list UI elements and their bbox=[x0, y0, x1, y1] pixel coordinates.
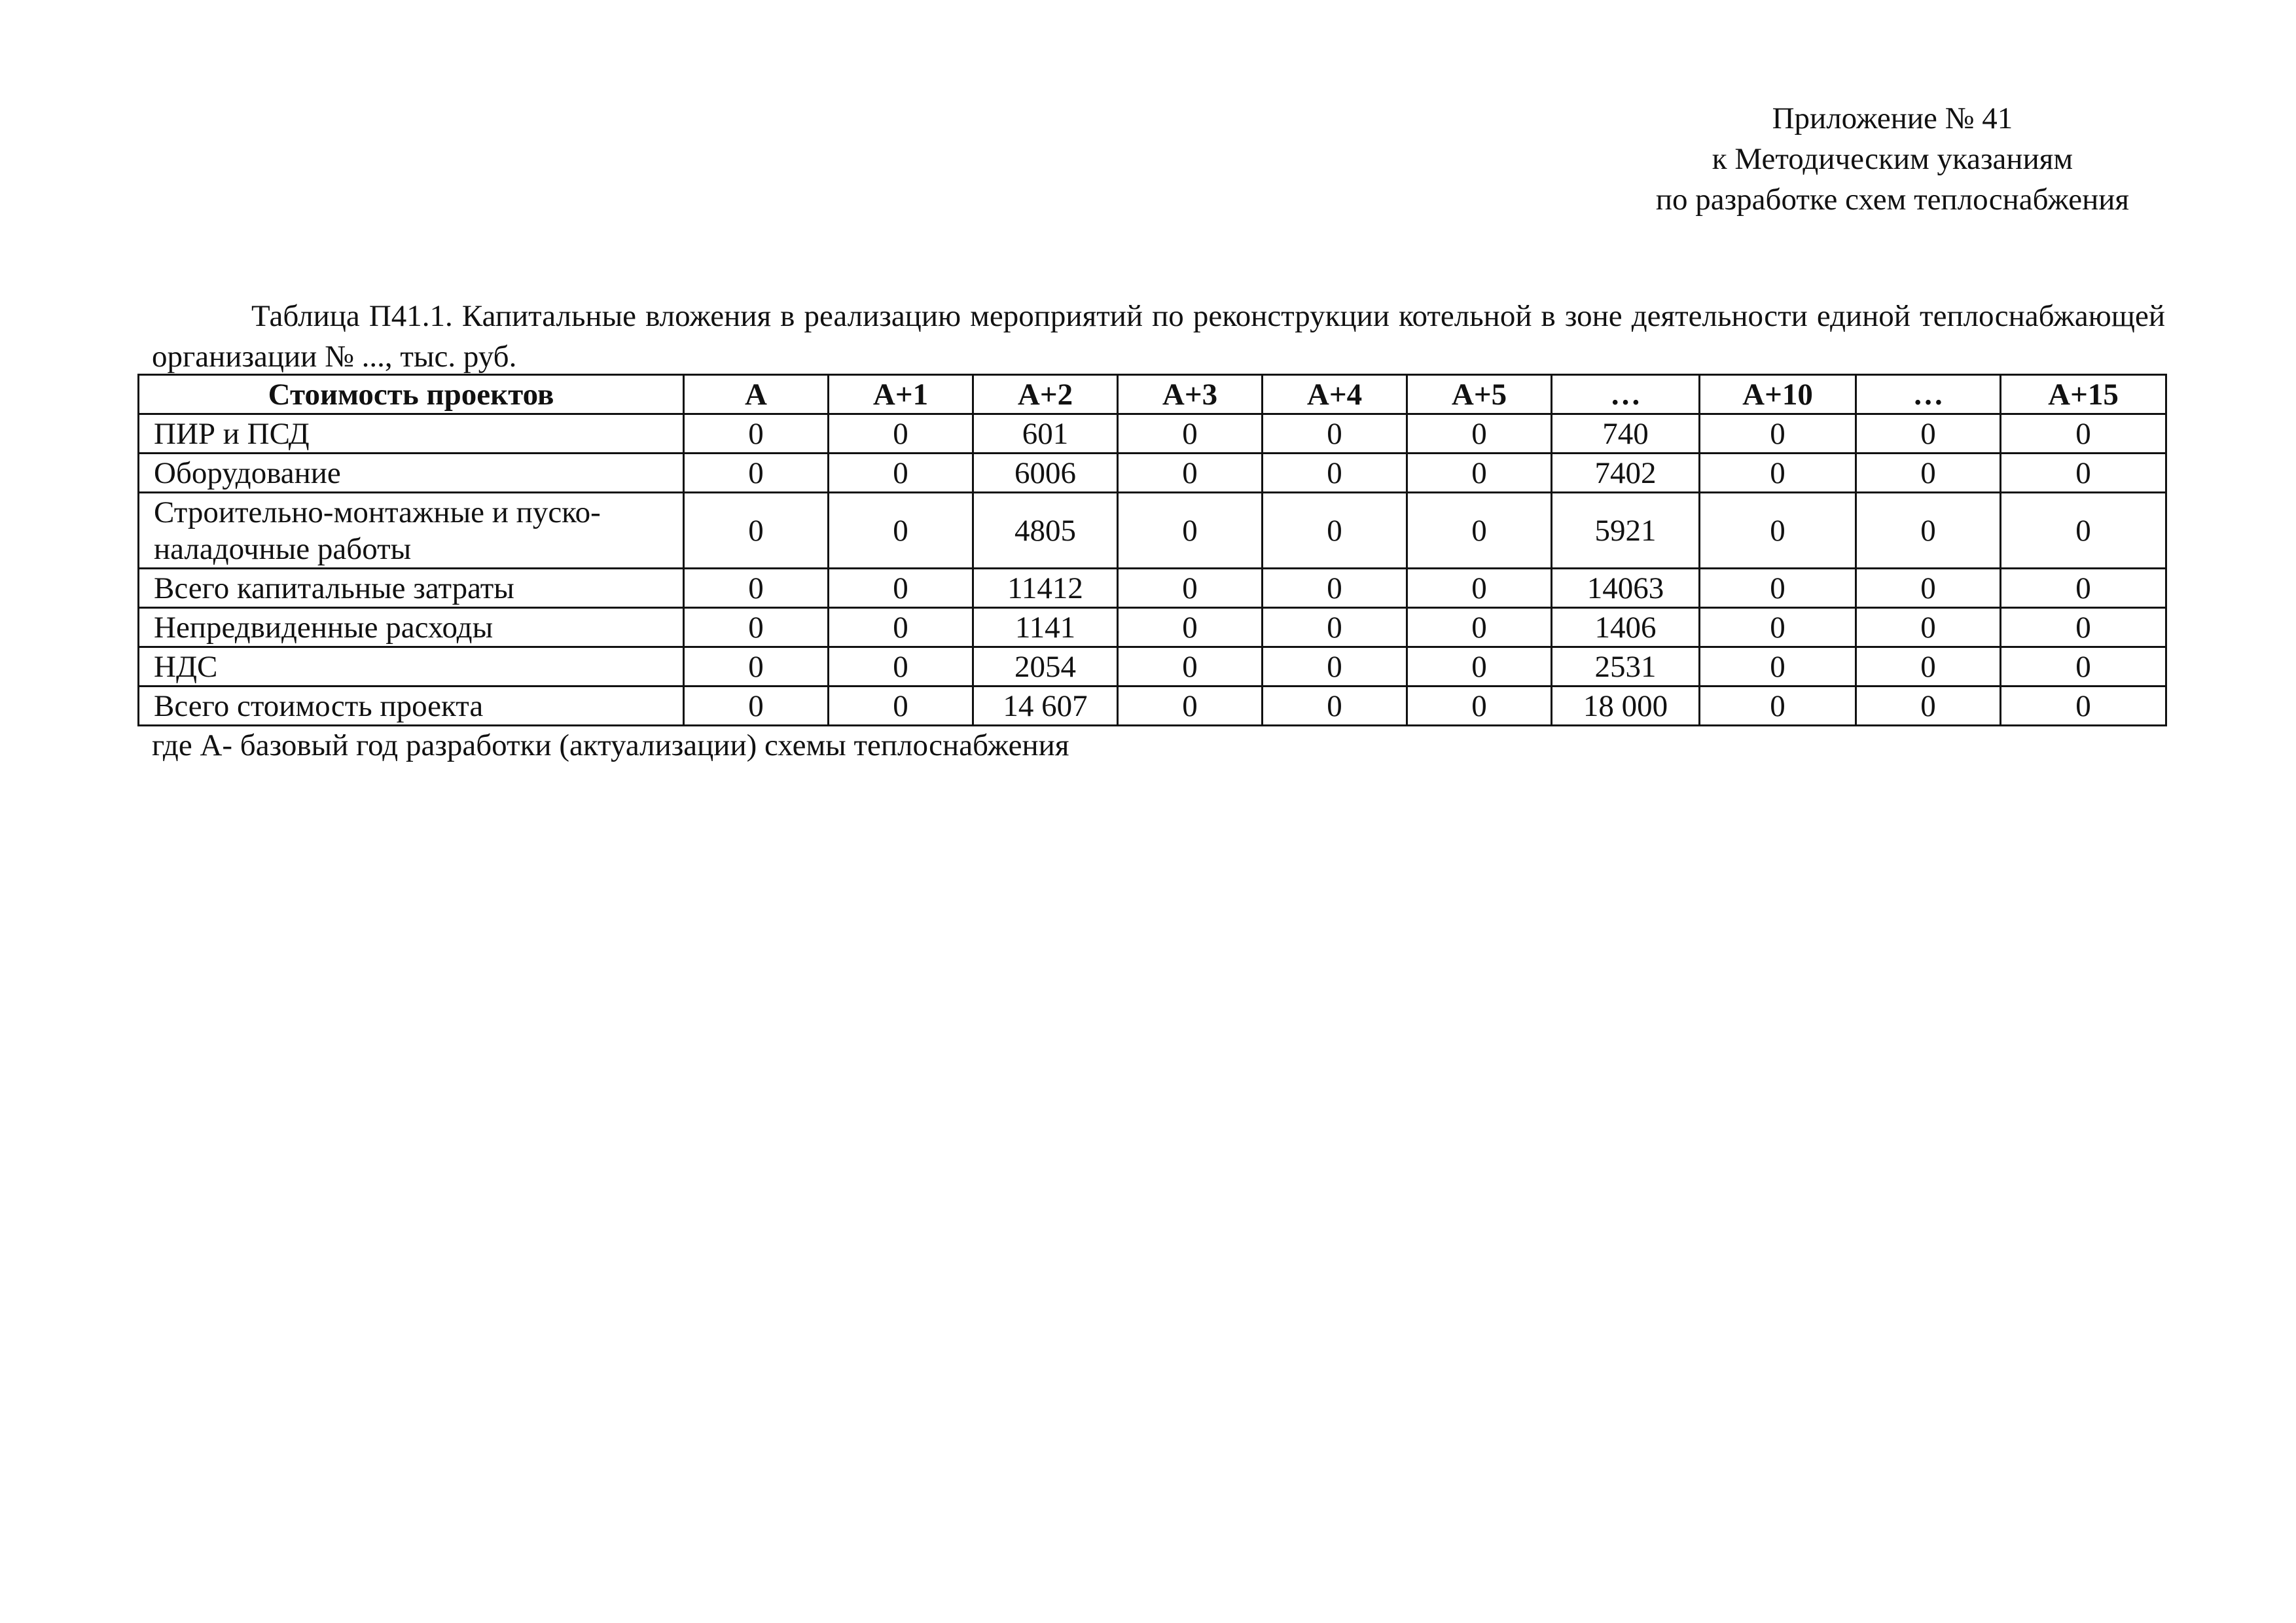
table-cell: 0 bbox=[1118, 687, 1263, 726]
table-cell: 0 bbox=[1856, 454, 2001, 493]
table-cell: 0 bbox=[1407, 608, 1552, 647]
header-year-a: А bbox=[684, 375, 829, 414]
table-footnote: где А- базовый год разработки (актуализации) схемы теплоснабжения bbox=[152, 728, 1069, 762]
table-row bbox=[139, 493, 2166, 569]
table-cell: 0 bbox=[1407, 493, 1552, 569]
table-cell: 0 bbox=[1856, 569, 2001, 608]
table-row bbox=[139, 608, 2166, 647]
table-cell: 0 bbox=[684, 414, 829, 454]
table-cell: 0 bbox=[2001, 687, 2166, 726]
table-cell: 0 bbox=[2001, 647, 2166, 687]
table-cell: 0 bbox=[1118, 608, 1263, 647]
appendix-subject: по разработке схем теплоснабжения bbox=[1655, 183, 2129, 217]
table-cell: 1141 bbox=[973, 608, 1118, 647]
table-cell: 0 bbox=[1700, 647, 1856, 687]
table-cell: 1406 bbox=[1552, 608, 1700, 647]
table-cell: 0 bbox=[829, 687, 973, 726]
table-cell: 601 bbox=[973, 414, 1118, 454]
table-cell: 740 bbox=[1552, 414, 1700, 454]
table-cell: 11412 bbox=[973, 569, 1118, 608]
table-cell: 0 bbox=[684, 608, 829, 647]
appendix-number: Приложение № 41 bbox=[1772, 101, 2013, 135]
table-cell: 2531 bbox=[1552, 647, 1700, 687]
table-row bbox=[139, 647, 2166, 687]
table-cell: 0 bbox=[1700, 414, 1856, 454]
table-cell: 0 bbox=[684, 569, 829, 608]
table-cell: 0 bbox=[829, 647, 973, 687]
table-row bbox=[139, 687, 2166, 726]
row-label: Всего капитальные затраты bbox=[139, 569, 684, 608]
capital-costs-table bbox=[137, 374, 2167, 726]
table-cell: 4805 bbox=[973, 493, 1118, 569]
table-row bbox=[139, 454, 2166, 493]
table-cell: 0 bbox=[1700, 493, 1856, 569]
table-cell: 0 bbox=[1118, 647, 1263, 687]
appendix-header bbox=[1656, 98, 2129, 220]
table-row bbox=[139, 414, 2166, 454]
table-cell: 0 bbox=[1407, 569, 1552, 608]
row-label: НДС bbox=[139, 647, 684, 687]
table-cell: 0 bbox=[2001, 454, 2166, 493]
table-cell: 0 bbox=[1118, 454, 1263, 493]
header-year-a15: А+15 bbox=[2001, 375, 2166, 414]
header-year-a5: А+5 bbox=[1407, 375, 1552, 414]
table-cell: 0 bbox=[829, 414, 973, 454]
table-cell: 0 bbox=[1118, 569, 1263, 608]
table-cell: 0 bbox=[1118, 493, 1263, 569]
table-cell: 0 bbox=[2001, 493, 2166, 569]
table-cell: 0 bbox=[1263, 569, 1407, 608]
header-project-cost: Стоимость проектов bbox=[139, 375, 684, 414]
table-cell: 7402 bbox=[1552, 454, 1700, 493]
header-year-a2: А+2 bbox=[973, 375, 1118, 414]
table-cell: 14063 bbox=[1552, 569, 1700, 608]
table-cell: 0 bbox=[1856, 647, 2001, 687]
row-label: ПИР и ПСД bbox=[139, 414, 684, 454]
table-cell: 0 bbox=[684, 454, 829, 493]
header-ellipsis-2: … bbox=[1856, 375, 2001, 414]
table-cell: 0 bbox=[1700, 608, 1856, 647]
table-cell: 0 bbox=[2001, 608, 2166, 647]
header-year-a4: А+4 bbox=[1263, 375, 1407, 414]
row-label: Всего стоимость проекта bbox=[139, 687, 684, 726]
row-label: Строительно-монтажные и пуско-наладочные работы bbox=[139, 493, 684, 569]
table-caption: Таблица П41.1. Капитальные вложения в реализацию мероприятий по реконструкции котельной в зоне деятельности единой теплоснабжающей организации № ..., тыс. руб. bbox=[152, 299, 2165, 374]
table-cell: 0 bbox=[1407, 687, 1552, 726]
table-cell: 0 bbox=[1407, 647, 1552, 687]
table-cell: 0 bbox=[1263, 647, 1407, 687]
table-cell: 0 bbox=[1118, 414, 1263, 454]
row-label: Непредвиденные расходы bbox=[139, 608, 684, 647]
table-cell: 0 bbox=[1856, 608, 2001, 647]
table-cell: 0 bbox=[829, 608, 973, 647]
table-cell: 0 bbox=[1856, 414, 2001, 454]
table-cell: 18 000 bbox=[1552, 687, 1700, 726]
table-cell: 0 bbox=[829, 454, 973, 493]
table-cell: 0 bbox=[1856, 493, 2001, 569]
table-cell: 0 bbox=[1856, 687, 2001, 726]
header-year-a1: А+1 bbox=[829, 375, 973, 414]
table-cell: 14 607 bbox=[973, 687, 1118, 726]
header-year-a10: А+10 bbox=[1700, 375, 1856, 414]
table-cell: 6006 bbox=[973, 454, 1118, 493]
table-cell: 0 bbox=[684, 493, 829, 569]
table-cell: 0 bbox=[1407, 454, 1552, 493]
table-cell: 0 bbox=[1263, 493, 1407, 569]
header-ellipsis-1: … bbox=[1552, 375, 1700, 414]
table-cell: 2054 bbox=[973, 647, 1118, 687]
table-cell: 5921 bbox=[1552, 493, 1700, 569]
table-cell: 0 bbox=[829, 493, 973, 569]
table-cell: 0 bbox=[1700, 687, 1856, 726]
row-label: Оборудование bbox=[139, 454, 684, 493]
table-cell: 0 bbox=[1263, 454, 1407, 493]
table-cell: 0 bbox=[1407, 414, 1552, 454]
appendix-reference: к Методическим указаниям bbox=[1712, 142, 2073, 176]
table-cell: 0 bbox=[2001, 569, 2166, 608]
table-cell: 0 bbox=[1263, 414, 1407, 454]
table-cell: 0 bbox=[684, 687, 829, 726]
table-cell: 0 bbox=[1700, 454, 1856, 493]
table-cell: 0 bbox=[1263, 608, 1407, 647]
table-cell: 0 bbox=[1700, 569, 1856, 608]
table-header-row bbox=[139, 375, 2166, 414]
table-cell: 0 bbox=[2001, 414, 2166, 454]
header-year-a3: А+3 bbox=[1118, 375, 1263, 414]
table-row bbox=[139, 569, 2166, 608]
table-cell: 0 bbox=[1263, 687, 1407, 726]
table-cell: 0 bbox=[829, 569, 973, 608]
table-cell: 0 bbox=[684, 647, 829, 687]
